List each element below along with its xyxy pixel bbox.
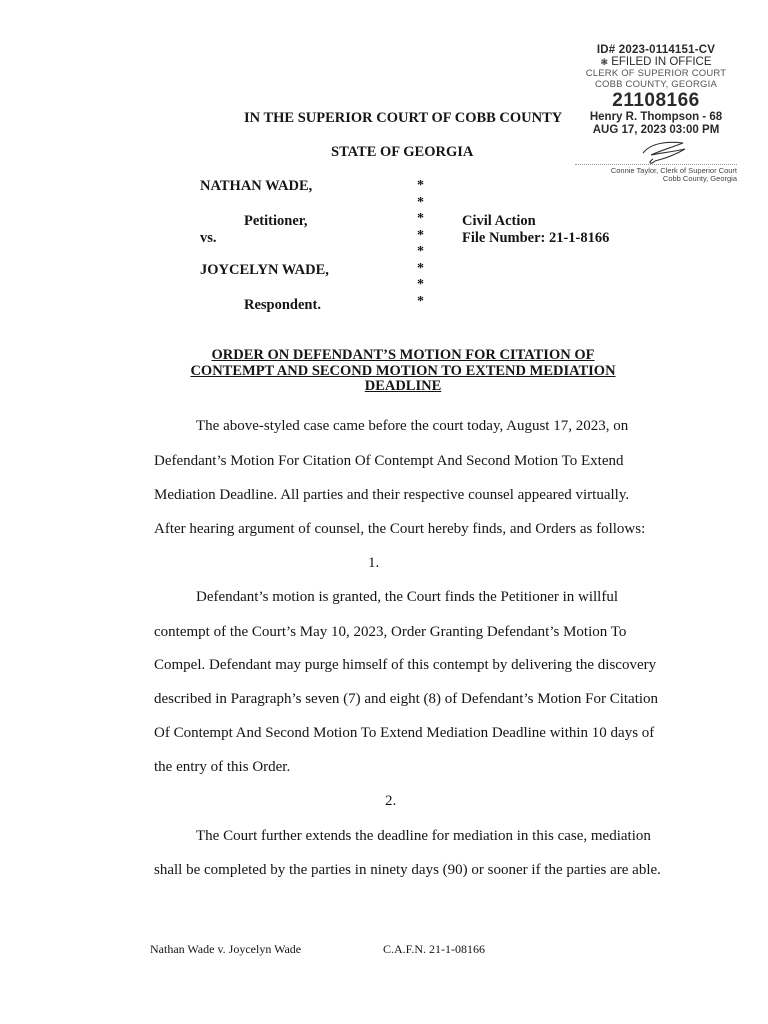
petitioner-label: Petitioner, [244,213,308,229]
body-line: the entry of this Order. [154,759,291,775]
caption-star: * [417,277,424,292]
caption-star: * [417,194,424,210]
civil-action-label: Civil Action [462,213,536,229]
stamp-id: ID# 2023-0114151-CV [596,44,716,56]
body-line: contempt of the Court’s May 10, 2023, Order Granting Defendant’s Motion To [154,624,627,640]
caption-stars [417,178,424,310]
body-line: After hearing argument of counsel, the Court hereby finds, and Orders as follows: [154,521,646,537]
body-line: Compel. Defendant may purge himself of this contempt by delivering the discovery [154,657,657,673]
order-title-line: DEADLINE [364,378,442,394]
stamp-judge: Henry R. Thompson - 68 [589,111,723,123]
respondent-name: JOYCELYN WADE, [200,262,329,278]
order-title [160,348,646,395]
petitioner-name: NATHAN WADE, [200,178,313,194]
paragraph-number: 1. [368,555,380,571]
body-line: Defendant’s motion is granted, the Court finds the Petitioner in willful [196,589,619,605]
body-line: The above-styled case came before the court today, August 17, 2023, on [196,418,629,434]
caption-star: * [417,211,424,226]
civil-action-block [462,213,609,247]
respondent-label: Respondent. [244,297,321,313]
body-line: Mediation Deadline. All parties and their respective counsel appeared virtually. [154,487,630,503]
footer-case-name: Nathan Wade v. Joycelyn Wade [150,942,302,956]
order-title-line: ORDER ON DEFENDANT’S MOTION FOR CITATION OF [211,347,595,363]
signature-icon [637,137,691,167]
caption-star: * [417,260,424,276]
order-title-line: CONTEMPT AND SECOND MOTION TO EXTEND MEDIATION [190,362,616,379]
body-line: The Court further extends the deadline for mediation in this case, mediation [196,828,651,844]
caption-star: * [417,227,424,243]
footer-cafn: C.A.F.N. 21-1-08166 [383,942,486,956]
body-line: described in Paragraph’s seven (7) and eight (8) of Defendant’s Motion For Citation [154,691,659,707]
body-line: Of Contempt And Second Motion To Extend Mediation Deadline within 10 days of [154,725,655,741]
caption-star: * [417,293,424,309]
stamp-clerk-line2: COBB COUNTY, GEORGIA [594,79,718,90]
efiling-stamp [575,44,737,183]
stamp-efiled [575,56,737,68]
seal-icon: ❃ [600,57,608,67]
body-line: shall be completed by the parties in ninety days (90) or sooner if the parties are able. [154,862,661,878]
stamp-clerk-county: Cobb County, Georgia [662,174,737,183]
stamp-datetime: AUG 17, 2023 03:00 PM [592,124,720,136]
stamp-clerk-name: Connie Taylor, Clerk of Superior Court [610,166,737,175]
stamp-clerk-line1: CLERK OF SUPERIOR COURT [585,68,727,79]
state-title: STATE OF GEORGIA [331,144,474,160]
stamp-efiled-text: EFILED IN OFFICE [611,56,712,68]
signature-rule [575,164,737,165]
court-title: IN THE SUPERIOR COURT OF COBB COUNTY [244,110,563,126]
versus: vs. [200,230,217,246]
clerk-signature [575,137,737,167]
file-number: File Number: 21-1-8166 [462,230,610,246]
paragraph-number: 2. [385,793,397,809]
body-line: Defendant’s Motion For Citation Of Contempt And Second Motion To Extend [154,453,624,469]
stamp-number: 21108166 [612,90,700,111]
caption-star: * [417,178,424,193]
caption-star: * [417,244,424,259]
